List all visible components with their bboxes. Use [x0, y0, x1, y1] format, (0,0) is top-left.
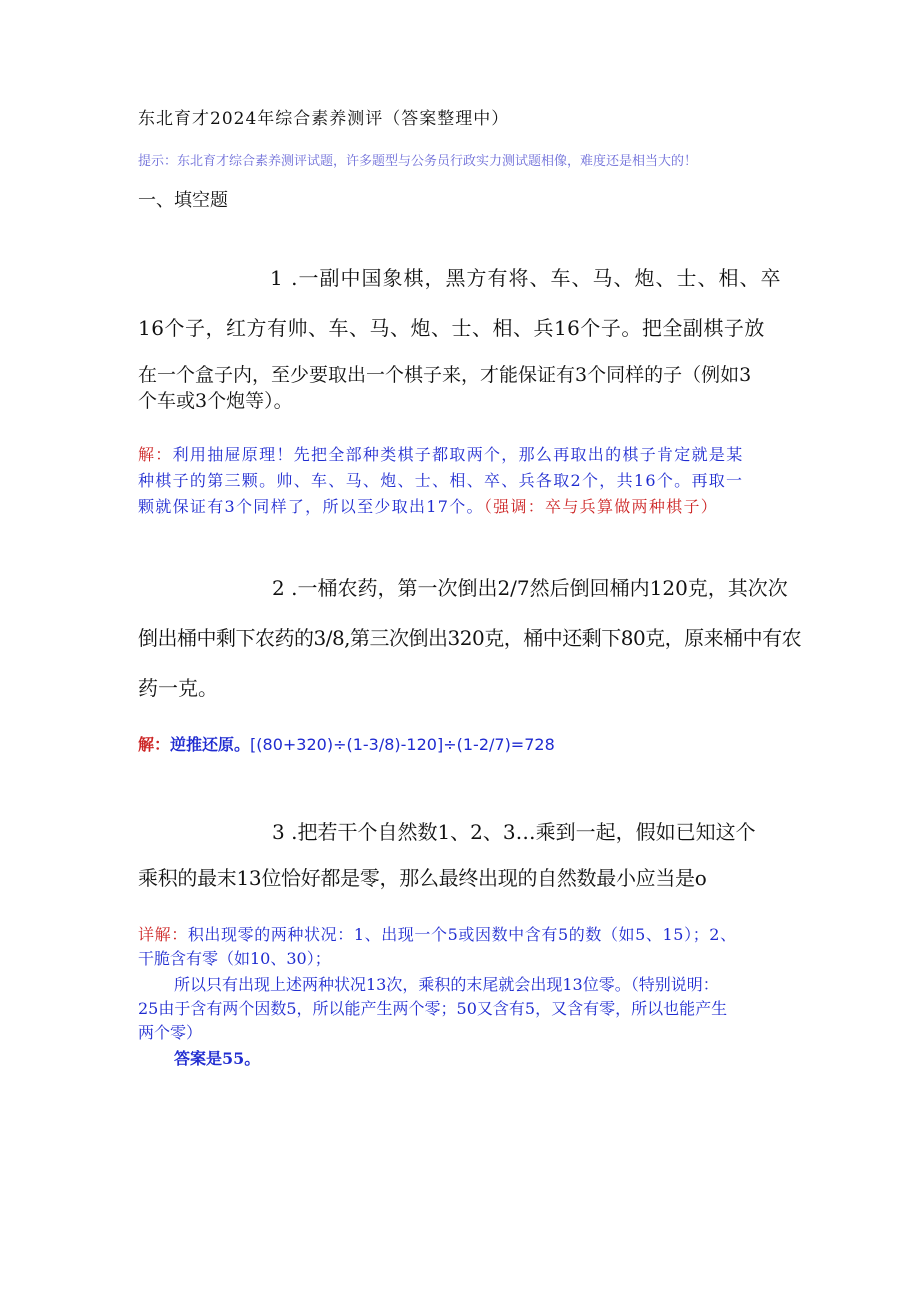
solution-note: （强调：卒与兵算做两种棋子）	[483, 497, 719, 516]
solution-label: 解：	[138, 445, 173, 464]
q3-solution-line-3: 所以只有出现上述两种状况13次，乘积的末尾就会出现13位零。（特别说明：	[174, 975, 719, 994]
q2-line-2: 倒出桶中剩下农药的3/8,第三次倒出320克，桶中还剩下80克，原来桶中有农	[138, 626, 802, 650]
q1-solution-line-2: 种棋子的第三颗。帅、车、马、炮、士、相、卒、兵各取2个，共16个。再取一	[138, 471, 744, 490]
q2-line-1: 2 .一桶农药，第一次倒出2/7然后倒回桶内120克，其次次	[272, 576, 788, 600]
q2-solution: 解：逆推还原。[(80+320)÷(1-3/8)-120]÷(1-2/7)=728	[138, 735, 555, 754]
q3-answer: 答案是55。	[174, 1049, 261, 1068]
solution-label: 详解：	[138, 925, 188, 944]
page-title: 东北育才2024年综合素养测评（答案整理中）	[138, 109, 510, 129]
solution-label: 解：	[138, 735, 171, 754]
q1-line-2: 16个子，红方有帅、车、马、炮、士、相、兵16个子。把全副棋子放	[138, 316, 765, 340]
q3-solution-line-1: 详解：积出现零的两种状况：1、出现一个5或因数中含有5的数（如5、15）；2、	[138, 925, 737, 944]
q3-line-2: 乘积的最末13位恰好都是零，那么最终出现的自然数最小应当是o	[138, 866, 707, 890]
q1-line-4: 个车或3个炮等）。	[138, 390, 293, 412]
q3-line-1: 3 .把若干个自然数1、2、3…乘到一起，假如已知这个	[272, 820, 756, 844]
hint-text: 提示：东北育才综合素养测评试题，许多题型与公务员行政实力测试题相像，难度还是相当大的！	[138, 154, 698, 169]
q1-solution-line-1: 解：利用抽屉原理！先把全部种类棋子都取两个，那么再取出的棋子肯定就是某	[138, 445, 744, 464]
section-heading: 一、填空题	[138, 190, 228, 211]
q1-line-1: 1 .一副中国象棋，黑方有将、车、马、炮、士、相、卒	[270, 266, 782, 290]
q3-solution-line-2: 干脆含有零（如10、30）；	[138, 949, 331, 968]
q3-solution-line-4: 25由于含有两个因数5，所以能产生两个零；50又含有5，又含有零，所以也能产生	[138, 999, 728, 1018]
q2-line-3: 药一克。	[138, 676, 218, 700]
q1-solution-line-3: 颗就保证有3个同样了，所以至少取出17个。（强调：卒与兵算做两种棋子）	[138, 497, 719, 516]
q1-line-3: 在一个盒子内，至少要取出一个棋子来，才能保证有3个同样的子（例如3	[138, 364, 752, 386]
solution-formula: [(80+320)÷(1-3/8)-120]÷(1-2/7)=728	[250, 735, 555, 754]
q3-solution-line-5: 两个零）	[138, 1023, 203, 1042]
